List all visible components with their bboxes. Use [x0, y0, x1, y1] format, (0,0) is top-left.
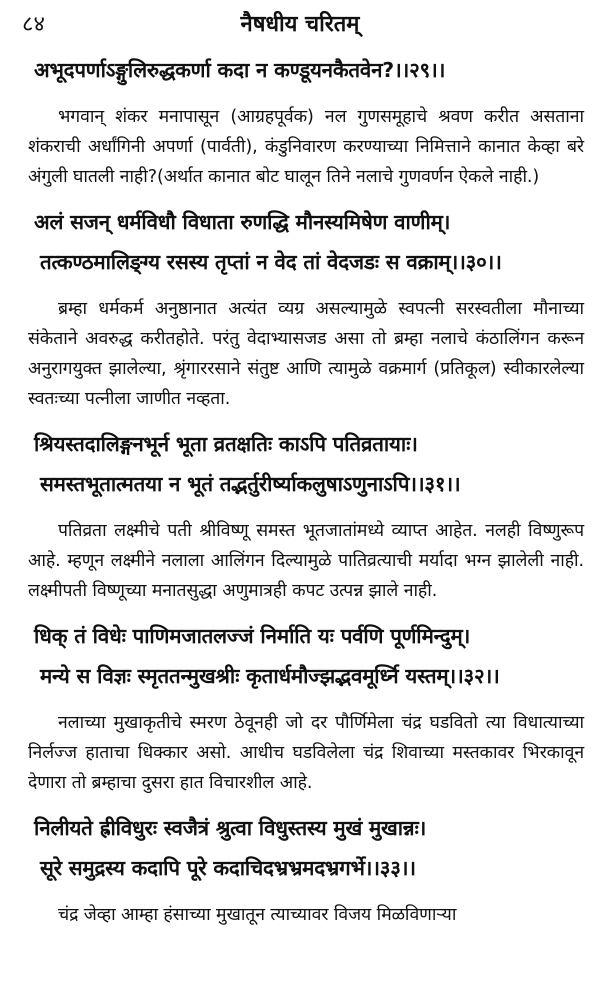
- verse-line: श्रियस्तदालिङ्गनभूर्न भूता व्रतक्षतिः काऽपि पतिव्रतायाः।: [34, 432, 418, 456]
- verse-block-33: [28, 808, 584, 888]
- page-body: [28, 50, 584, 930]
- commentary-paragraph: पतिव्रता लक्ष्मीचे पती श्रीविष्णू समस्त भूतजातांमध्ये व्याप्त आहेत. नलही विष्णुरूप आहे. म्हणून लक्ष्मीने नलाला आलिंगन दिल्यामुळे पातिव्रत्याची मर्यादा भग्न झालेली नाही. लक्ष्मीपती विष्णूच्या मनातसुद्धा अणुमात्रही कपट उत्पन्न झाले नाही.: [28, 521, 584, 601]
- verse-block-29: [28, 50, 584, 90]
- verse-line: समस्तभूतात्मतया न भूतं तद्भर्तुरीर्ष्याकलुषाऽणुनाऽपि।।३१।।: [40, 472, 461, 496]
- verse-line: निलीयते ह्रीविधुरः स्वजैत्रं श्रुत्वा विधुस्तस्य मुखं मुखान्नः।: [34, 816, 427, 840]
- commentary-paragraph: चंद्र जेव्हा आम्हा हंसाच्या मुखातून त्याच्यावर विजय मिळविणाऱ्या: [58, 905, 457, 925]
- commentary-paragraph: भगवान् शंकर मनापासून (आग्रहपूर्वक) नल गुणसमूहाचे श्रवण करीत असताना शंकराची अर्धांगिनी अपर्णा (पार्वती), कंडुनिवारण करण्याच्या निमित्ताने कानात केव्हा बरे अंगुली घातली नाही?(अर्थात कानात बोट घालून तिने नलाचे गुणवर्णन ऐकले नाही.): [28, 107, 584, 187]
- verse-line: अलं सजन् धर्मविधौ विधाता रुणद्धि मौनस्यमिषेण वाणीम्।: [34, 210, 451, 234]
- verse-line: अभूदपर्णाऽङ्गुलिरुद्धकर्णा कदा न कण्डूयनकैतवेन?।।२९।।: [34, 58, 446, 82]
- verse-line: धिक् तं विधेः पाणिमजातलज्जं निर्माति यः पर्वणि पूर्णमिन्दुम्।: [34, 624, 471, 648]
- verse-block-30: [28, 202, 584, 282]
- verse-block-31: [28, 424, 584, 504]
- page-header: [0, 4, 600, 44]
- commentary-paragraph: नलाच्या मुखाकृतीचे स्मरण ठेवूनही जो दर पौर्णिमेला चंद्र घडवितो त्या विधात्याच्या निर्लज्ज हाताचा धिक्कार असो. आधीच घडविलेला चंद्र शिवाच्या मस्तकावर भिरकावून देणारा तो ब्रम्हाचा दुसरा हात विचारशील आहे.: [28, 713, 584, 793]
- page-number: ८४: [22, 12, 45, 37]
- verse-line: मन्ये स विज्ञः स्मृततन्मुखश्रीः कृतार्धमौज्झद्भवमूर्ध्नि यस्तम्।।३२।।: [40, 664, 500, 688]
- verse-line: तत्कण्ठमालिङ्ग्य रसस्य तृप्तां न वेद तां वेदजडः स वक्राम्।।३०।।: [40, 250, 502, 274]
- verse-line: सूरे समुद्रस्य कदापि पूरे कदाचिदभ्रभ्रमदभ्रगर्भे।।३३।।: [40, 856, 416, 880]
- running-title: नैषधीय चरितम्: [240, 12, 360, 37]
- commentary-paragraph: ब्रम्हा धर्मकर्म अनुष्ठानात अत्यंत व्यग्र असल्यामुळे स्वपत्नी सरस्वतीला मौनाच्या संकेताने अवरुद्ध करीतहोते. परंतु वेदाभ्यासजड असा तो ब्रम्हा नलाचे कंठालिंगन करून अनुरागयुक्त झालेल्या, श्रृंगाररसाने संतुष्ट आणि त्यामुळे वक्रमार्ग (प्रतिकूल) स्वीकारलेल्या स्वतःच्या पत्नीला जाणीत नव्हता.: [28, 299, 584, 409]
- verse-block-32: [28, 616, 584, 696]
